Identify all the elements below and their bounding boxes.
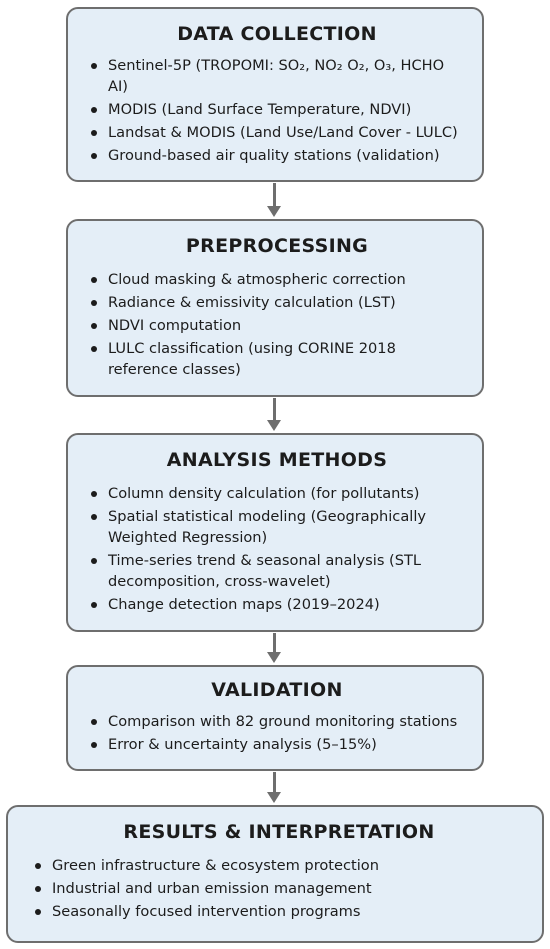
preprocessing-box — [66, 219, 484, 397]
arrow-down-3 — [266, 633, 282, 663]
data-collection-title: DATA COLLECTION — [177, 23, 377, 45]
results-item-green-infrastructure: Green infrastructure & ecosystem protection — [30, 855, 528, 876]
data-collection-item-sentinel: Sentinel-5P (TROPOMI: SO₂, NO₂ O₂, O₃, HCHO AI) — [86, 55, 468, 97]
preprocessing-item-ndvi: NDVI computation — [86, 315, 468, 336]
data-collection-item-ground: Ground-based air quality stations (validation) — [86, 145, 468, 166]
validation-item-error: Error & uncertainty analysis (5–15%) — [86, 734, 468, 755]
results-item-seasonal-programs: Seasonally focused intervention programs — [30, 901, 528, 922]
arrow-down-1 — [266, 183, 282, 217]
validation-box — [66, 665, 484, 771]
validation-title: VALIDATION — [211, 679, 343, 701]
results-interpretation-box — [6, 805, 544, 943]
analysis-item-column-density: Column density calculation (for pollutants) — [86, 483, 468, 504]
preprocessing-item-lulc: LULC classification (using CORINE 2018 reference classes) — [86, 338, 468, 380]
preprocessing-item-cloud: Cloud masking & atmospheric correction — [86, 269, 468, 290]
validation-item-comparison: Comparison with 82 ground monitoring stations — [86, 711, 468, 732]
analysis-methods-title: ANALYSIS METHODS — [166, 449, 388, 471]
analysis-item-time-series: Time-series trend & seasonal analysis (STL decomposition, cross-wavelet) — [86, 550, 468, 592]
analysis-item-spatial-modeling: Spatial statistical modeling (Geographically Weighted Regression) — [86, 506, 468, 548]
arrow-down-4 — [266, 772, 282, 803]
arrow-down-2 — [266, 398, 282, 431]
results-interpretation-title: RESULTS & INTERPRETATION — [123, 821, 435, 843]
results-item-emission-management: Industrial and urban emission management — [30, 878, 528, 899]
preprocessing-item-radiance: Radiance & emissivity calculation (LST) — [86, 292, 468, 313]
analysis-methods-box — [66, 433, 484, 632]
data-collection-box — [66, 7, 484, 182]
analysis-item-change-detection: Change detection maps (2019–2024) — [86, 594, 468, 615]
data-collection-item-modis: MODIS (Land Surface Temperature, NDVI) — [86, 99, 468, 120]
data-collection-item-landsat: Landsat & MODIS (Land Use/Land Cover - LULC) — [86, 122, 468, 143]
preprocessing-title: PREPROCESSING — [185, 235, 369, 257]
